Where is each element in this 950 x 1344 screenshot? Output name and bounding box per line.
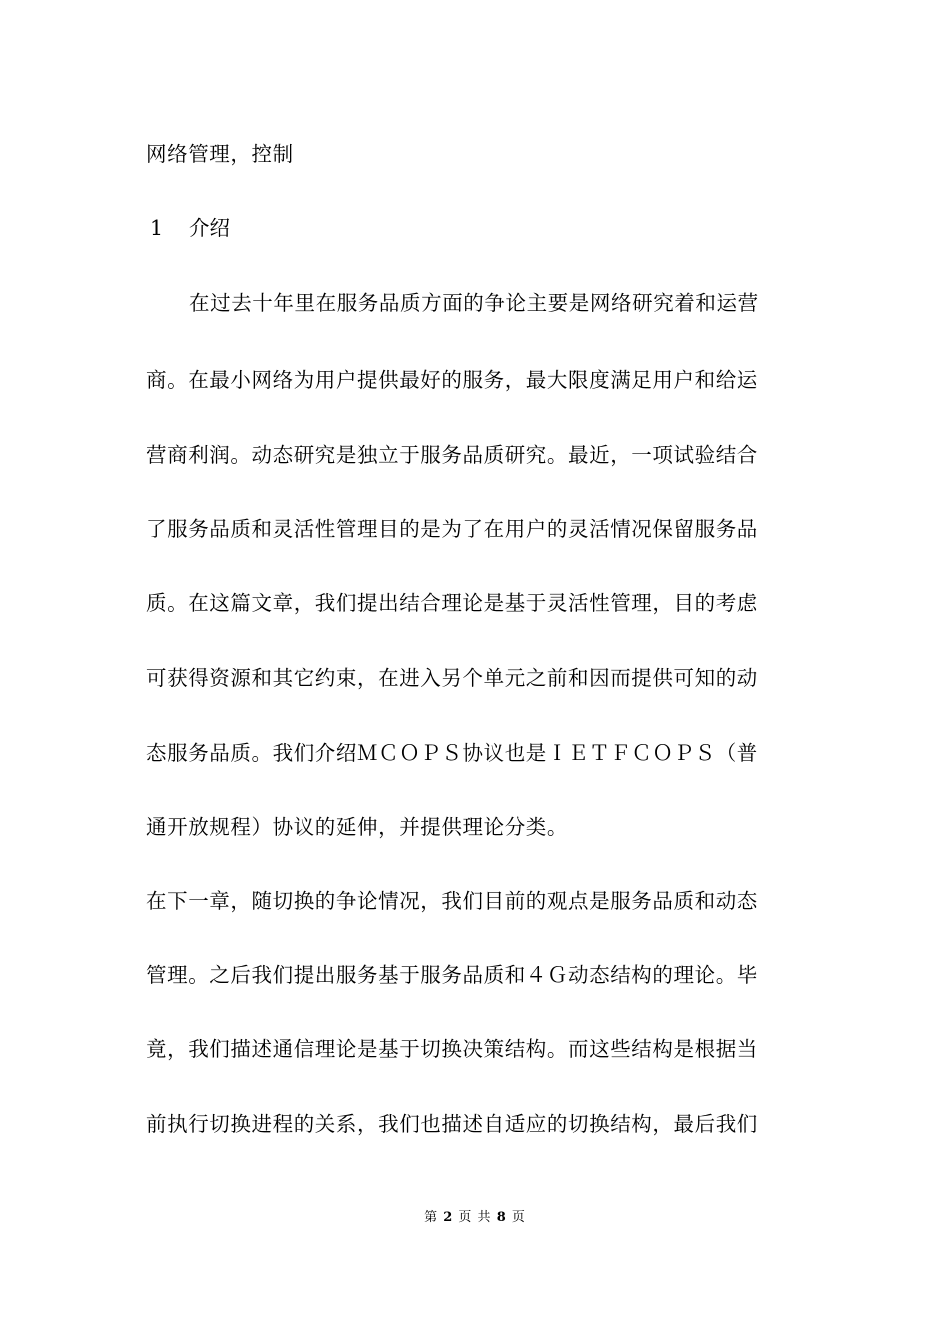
current-page-number: 2 (443, 1210, 454, 1225)
paragraph-2-line-4: 前执行切换进程的关系，我们也描述自适应的切换结构，最后我们 (146, 1112, 758, 1136)
paragraph-1-line-8: 通开放规程）协议的延伸，并提供理论分类。 (146, 815, 568, 839)
footer-suffix: 页 (511, 1210, 526, 1225)
keywords-line: 网络管理，控制 (146, 142, 294, 166)
total-page-number: 8 (496, 1210, 507, 1225)
paragraph-1-line-3: 营商利润。动态研究是独立于服务品质研究。最近，一项试验结合 (146, 443, 758, 467)
page-footer (0, 1209, 950, 1227)
footer-middle: 页 共 (458, 1210, 492, 1225)
paragraph-2-line-2: 管理。之后我们提出服务基于服务品质和４Ｇ动态结构的理论。毕 (146, 963, 758, 987)
paragraph-1-line-6: 可获得资源和其它约束，在进入另个单元之前和因而提供可知的动 (146, 666, 758, 690)
footer-prefix: 第 (424, 1210, 439, 1225)
section-number: 1 (150, 216, 164, 240)
paragraph-1-line-7: 态服务品质。我们介绍ＭＣＯＰＳ协议也是ＩＥＴＦＣＯＰＳ（普 (146, 741, 758, 765)
paragraph-2-line-1: 在下一章，随切换的争论情况，我们目前的观点是服务品质和动态 (146, 889, 758, 913)
section-title: 介绍 (189, 216, 230, 240)
paragraph-1-line-1: 在过去十年里在服务品质方面的争论主要是网络研究着和运营 (189, 291, 759, 315)
paragraph-1-line-5: 质。在这篇文章，我们提出结合理论是基于灵活性管理，目的考虑 (146, 591, 758, 615)
paragraph-1-line-2: 商。在最小网络为用户提供最好的服务，最大限度满足用户和给运 (146, 368, 758, 392)
paragraph-1-line-4: 了服务品质和灵活性管理目的是为了在用户的灵活情况保留服务品 (146, 517, 758, 541)
paragraph-2-line-3: 竟，我们描述通信理论是基于切换决策结构。而这些结构是根据当 (146, 1037, 758, 1061)
